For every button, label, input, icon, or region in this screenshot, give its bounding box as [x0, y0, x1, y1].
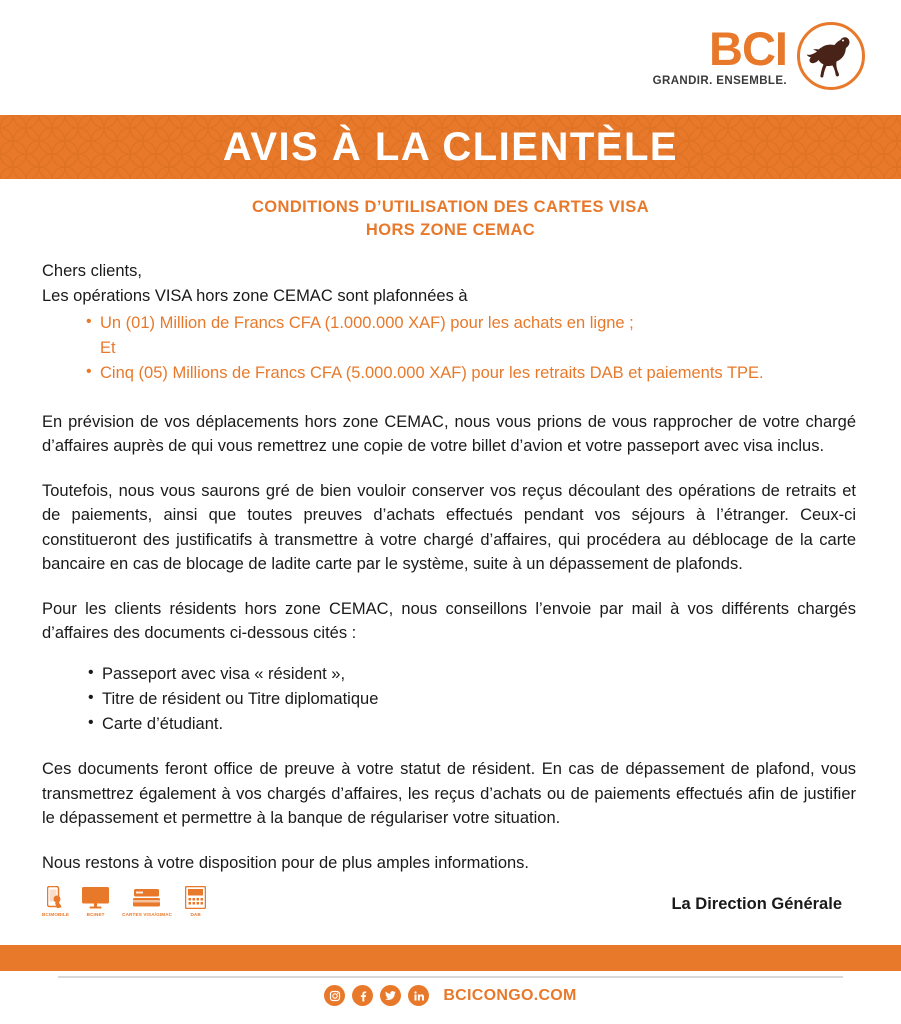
desktop-monitor-icon [82, 884, 109, 909]
transaction-limits-list [42, 311, 856, 385]
list-item: Et [100, 339, 116, 358]
facebook-icon[interactable] [352, 985, 373, 1006]
horse-emblem [797, 22, 865, 90]
instagram-icon[interactable] [324, 985, 345, 1006]
paragraph-receipts-notice: Toutefois, nous vous saurons gré de bien vouloir conserver vos reçus découlant des opérations de retraits et de paiements, ainsi que toutes preuves d’achats effectués pendant vos séjours à l’étranger. Ceux-ci constitueront des justificatifs à transmettre à votre chargé d’affaires, qui procédera au déblocage de la carte bancaire en cas de blocage de ladite carte par le système, suite à un dépassement de plafonds. [42, 482, 856, 573]
twitter-icon[interactable] [380, 985, 401, 1006]
service-label: BCIMOBILE [42, 912, 70, 917]
paragraph-proof-notice: Ces documents feront office de preuve à votre statut de résident. En cas de dépassement de plafond, vous transmettrez également à vos chargés d’affaires, les reçus d’achats ou de paiements effectués afin de justifier le dépassement et permettre à la banque de régulariser votre situation. [42, 760, 856, 827]
logo-text-group [652, 21, 787, 88]
logo-wordmark: BCI [709, 21, 787, 75]
required-documents-list [42, 662, 856, 736]
greeting-line: Chers clients, [42, 261, 142, 280]
list-item: • Passeport avec visa « résident », [88, 662, 856, 687]
footer-social-bar [0, 985, 901, 1006]
list-item: • Un (01) Million de Francs CFA (1.000.000 XAF) pour les achats en ligne ; [86, 311, 856, 336]
page-title: AVIS À LA CLIENTÈLE [222, 124, 679, 169]
atm-machine-icon [185, 884, 206, 909]
title-banner [0, 115, 901, 179]
footer-website-link[interactable]: BCICONGO.COM [443, 986, 577, 1004]
service-cartes-visa-gimac [122, 884, 172, 917]
service-label: BCINET [86, 912, 105, 917]
service-label: DAB [190, 912, 201, 917]
service-dab [185, 884, 206, 917]
subtitle-line-2: HORS ZONE CEMAC [365, 221, 536, 240]
logo-tagline: GRANDIR. ENSEMBLE. [652, 74, 787, 87]
subtitle-line-1: CONDITIONS D’UTILISATION DES CARTES VISA [251, 198, 650, 216]
page-header [0, 0, 901, 115]
list-item: • Carte d’étudiant. [88, 712, 856, 737]
bank-cards-icon [133, 884, 161, 909]
footer-divider [58, 976, 843, 978]
list-item: • Cinq (05) Millions de Francs CFA (5.000.000 XAF) pour les retraits DAB et paiements TPE. [86, 361, 856, 386]
service-bcinet [82, 884, 109, 917]
intro-line: Les opérations VISA hors zone CEMAC sont plafonnées à [42, 286, 468, 305]
paragraph-travel-notice: En prévision de vos déplacements hors zone CEMAC, nous vous prions de vous rapprocher de votre chargé d’affaires auprès de qui vous remettrez une copie de votre billet d’avion et votre passeport avec visa inclus. [42, 412, 856, 455]
service-label: CARTES VISA/GIMAC [122, 912, 173, 917]
signature-line: La Direction Générale [671, 894, 842, 913]
document-subtitle [0, 196, 901, 243]
bci-logo [653, 22, 865, 90]
paragraph-closing: Nous restons à votre disposition pour de plus amples informations. [42, 854, 529, 873]
list-item: • Titre de résident ou Titre diplomatique [88, 687, 856, 712]
mobile-phone-touch-icon [47, 884, 64, 909]
service-bcimobile [42, 884, 69, 917]
document-body [0, 259, 901, 916]
horse-icon [806, 33, 856, 79]
services-strip [42, 884, 206, 917]
linkedin-icon[interactable] [408, 985, 429, 1006]
paragraph-residents-notice: Pour les clients résidents hors zone CEMAC, nous conseillons l’envoie par mail à vos différents chargés d’affaires des documents ci-dessous cités : [42, 600, 856, 643]
footer-orange-band [0, 945, 901, 971]
